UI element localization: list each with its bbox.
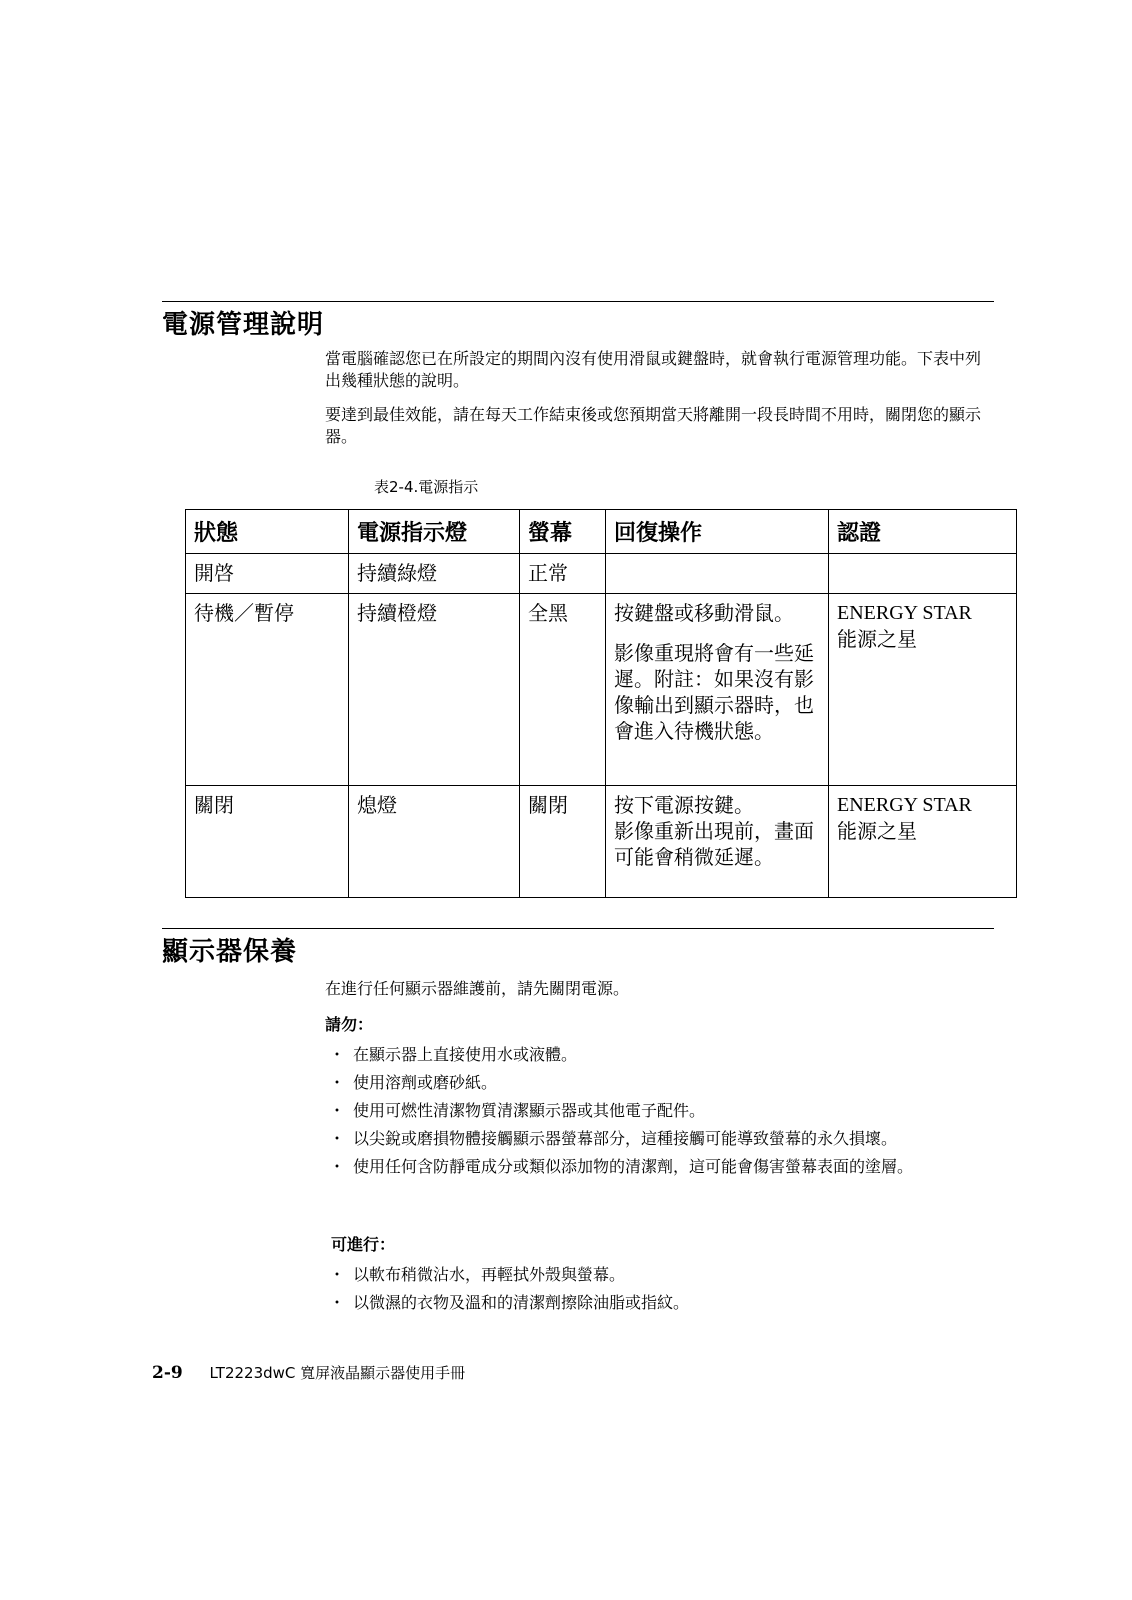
power-table	[185, 509, 1017, 898]
cert-line-2: 能源之星	[837, 819, 917, 843]
header-action: 回復操作	[606, 510, 829, 554]
manual-title: LT2223dwC 寬屏液晶顯示器使用手冊	[209, 1364, 466, 1382]
page-number: 2-9	[152, 1363, 183, 1383]
paragraph-power-intro: 當電腦確認您已在所設定的期間內沒有使用滑鼠或鍵盤時，就會執行電源管理功能。下表中列出幾種狀態的說明。	[325, 349, 982, 390]
do-label: 可進行：	[331, 1235, 396, 1254]
bullet-icon: ・	[329, 1073, 346, 1092]
cert-line-1: ENERGY STAR	[837, 794, 972, 816]
table-row	[186, 786, 1017, 898]
cell-cert	[829, 786, 1017, 898]
bullet-icon: ・	[329, 1045, 346, 1064]
cert-line-1: ENERGY STAR	[837, 602, 972, 624]
action-line-1: 按下電源按鍵。	[614, 793, 754, 817]
cell-led: 熄燈	[349, 786, 520, 898]
cell-state: 關閉	[186, 786, 349, 898]
dont-label: 請勿：	[325, 1015, 374, 1034]
bullet-icon: ・	[329, 1293, 346, 1312]
paragraph-power-tip: 要達到最佳效能，請在每天工作結束後或您預期當天將離開一段長時間不用時，關閉您的顯示器。	[325, 405, 982, 446]
action-line-1: 按鍵盤或移動滑鼠。	[614, 601, 794, 625]
cell-cert	[829, 594, 1017, 786]
list-item: ・ 以尖銳或磨損物體接觸顯示器螢幕部分，這種接觸可能導致螢幕的永久損壞。	[329, 1129, 898, 1148]
section-rule-2	[162, 928, 994, 929]
do-list	[325, 1264, 993, 1320]
cell-screen: 正常	[520, 554, 606, 594]
cell-led: 持續橙燈	[349, 594, 520, 786]
action-line-2: 影像重新出現前，畫面可能會稍微延遲。	[614, 819, 814, 869]
header-state: 狀態	[186, 510, 349, 554]
cell-action	[606, 554, 829, 594]
table-row	[186, 594, 1017, 786]
page-footer	[152, 1362, 465, 1383]
list-item: ・ 以軟布稍微沾水，再輕拭外殼與螢幕。	[329, 1265, 626, 1284]
cell-action	[606, 594, 829, 786]
bullet-icon: ・	[329, 1129, 346, 1148]
bullet-icon: ・	[329, 1101, 346, 1120]
header-cert: 認證	[829, 510, 1017, 554]
cert-line-2: 能源之星	[837, 627, 917, 651]
bullet-icon: ・	[329, 1265, 346, 1284]
section-rule-1	[162, 301, 994, 302]
cell-cert	[829, 554, 1017, 594]
cell-screen: 關閉	[520, 786, 606, 898]
action-line-2: 影像重現將會有一些延遲。附註：如果沒有影像輸出到顯示器時，也會進入待機狀態。	[614, 641, 814, 743]
list-item: ・ 使用任何含防靜電成分或類似添加物的清潔劑，這可能會傷害螢幕表面的塗層。	[329, 1157, 914, 1176]
table-header-row	[186, 510, 1017, 554]
cell-action	[606, 786, 829, 898]
dont-list	[325, 1044, 993, 1184]
cell-screen: 全黑	[520, 594, 606, 786]
header-screen: 螢幕	[520, 510, 606, 554]
bullet-icon: ・	[329, 1157, 346, 1176]
section-title-care: 顯示器保養	[162, 937, 298, 967]
list-item: ・ 以微濕的衣物及溫和的清潔劑擦除油脂或指紋。	[329, 1293, 690, 1312]
list-item: ・ 在顯示器上直接使用水或液體。	[329, 1045, 578, 1064]
table-caption: 表2-4.電源指示	[374, 478, 479, 496]
table-row	[186, 554, 1017, 594]
cell-state: 待機／暫停	[186, 594, 349, 786]
paragraph-care-intro: 在進行任何顯示器維護前，請先關閉電源。	[325, 979, 630, 998]
cell-led: 持續綠燈	[349, 554, 520, 594]
list-item: ・ 使用可燃性清潔物質清潔顯示器或其他電子配件。	[329, 1101, 706, 1120]
list-item: ・ 使用溶劑或磨砂紙。	[329, 1073, 498, 1092]
header-led: 電源指示燈	[349, 510, 520, 554]
section-title-power: 電源管理說明	[162, 310, 325, 340]
cell-state: 開啓	[186, 554, 349, 594]
